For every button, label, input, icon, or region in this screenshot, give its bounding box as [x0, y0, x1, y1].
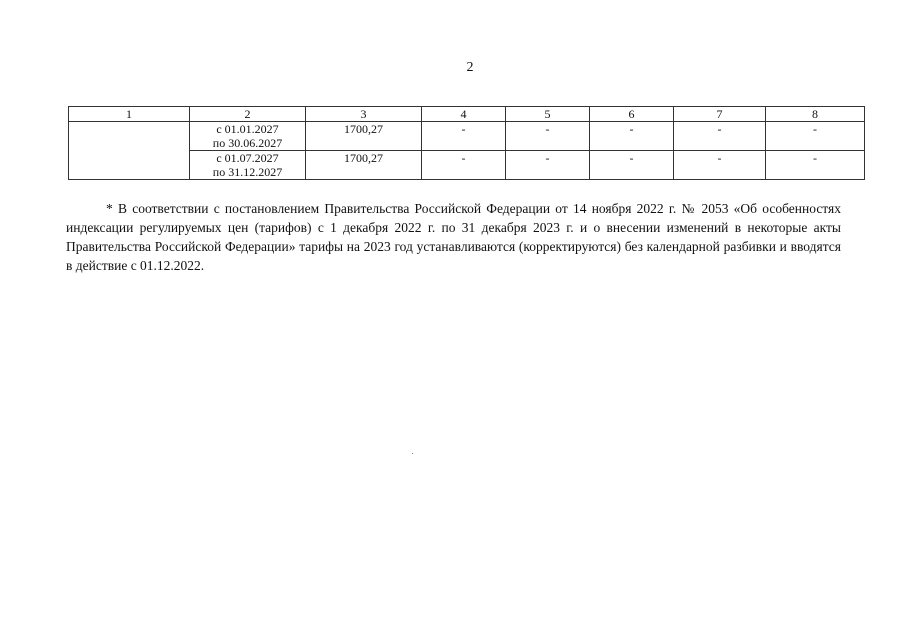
period-end: по 31.12.2027: [212, 165, 283, 179]
table-cell: -: [674, 122, 766, 151]
period-start: с 01.07.2027: [216, 151, 279, 165]
table-cell-empty: [69, 122, 190, 180]
period-start: с 01.01.2027: [216, 122, 279, 136]
column-header: 3: [306, 107, 422, 122]
table-header-row: [69, 107, 865, 122]
period-cell: [190, 122, 306, 151]
column-header: 8: [766, 107, 865, 122]
column-header: 7: [674, 107, 766, 122]
column-header: 5: [506, 107, 590, 122]
scan-speck: [412, 453, 413, 454]
table-cell: -: [422, 122, 506, 151]
table-cell: -: [506, 151, 590, 180]
footnote-text: * В соответствии с постановлением Правительства Российской Федерации от 14 ноября 2022 г. № 2053 «Об особенностях индексации регулируемых цен (тарифов) с 1 декабря 2022 г. по 31 декабря 2023 г. и о внесении изменений в некоторые акты Правительства Российской Федерации» тарифы на 2023 год устанавливаются (корректируются) без календарной разбивки и вводятся в действие с 01.12.2022.: [66, 201, 841, 273]
tariff-table: [68, 106, 865, 180]
table-cell: -: [766, 122, 865, 151]
period-end: по 30.06.2027: [212, 136, 283, 150]
tariff-value: 1700,27: [306, 151, 422, 180]
column-header: 1: [69, 107, 190, 122]
table-cell: -: [506, 122, 590, 151]
table-cell: -: [590, 122, 674, 151]
tariff-value: 1700,27: [306, 122, 422, 151]
table-cell: -: [422, 151, 506, 180]
column-header: 4: [422, 107, 506, 122]
page-number: 2: [466, 60, 474, 75]
column-header: 2: [190, 107, 306, 122]
period-cell: [190, 151, 306, 180]
table-row: [69, 122, 865, 151]
column-header: 6: [590, 107, 674, 122]
table-cell: -: [766, 151, 865, 180]
table-cell: -: [590, 151, 674, 180]
table-cell: -: [674, 151, 766, 180]
